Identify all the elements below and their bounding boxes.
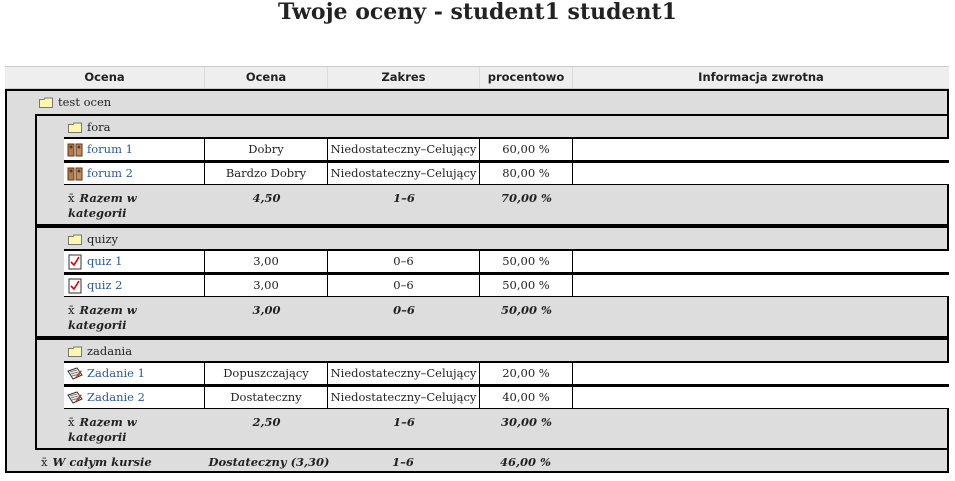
page-title: Twoje oceny - student1 student1 bbox=[278, 0, 677, 25]
column-header-percent: procentowo bbox=[480, 67, 573, 88]
range-cell: 0–6 bbox=[328, 275, 480, 296]
assignment-icon bbox=[67, 390, 83, 406]
forum-icon bbox=[67, 142, 83, 158]
feedback-cell bbox=[573, 275, 949, 296]
total-range-cell: 1–6 bbox=[393, 415, 415, 429]
course-total-range-cell: 1–6 bbox=[392, 455, 414, 469]
folder-icon bbox=[68, 234, 82, 245]
grade-item-link[interactable]: quiz 2 bbox=[87, 278, 123, 292]
category-label: fora bbox=[68, 120, 111, 134]
course-category-label: test ocen bbox=[39, 95, 111, 109]
column-header-range: Zakres bbox=[328, 67, 480, 88]
total-grade-cell: 3,00 bbox=[252, 303, 281, 317]
quiz-icon bbox=[67, 254, 83, 270]
folder-icon bbox=[39, 97, 53, 108]
mean-icon: x̄ bbox=[68, 191, 75, 205]
range-cell: Niedostateczny–Celujący bbox=[328, 163, 480, 184]
grade-cell: Dostateczny bbox=[205, 387, 328, 408]
category-total-label: x̄ Razem w kategorii bbox=[68, 303, 137, 332]
total-grade-cell: 2,50 bbox=[252, 415, 281, 429]
mean-icon: x̄ bbox=[41, 455, 48, 469]
percent-cell: 40,00 % bbox=[480, 387, 573, 408]
feedback-cell bbox=[573, 251, 949, 272]
category-block-quizy bbox=[35, 226, 949, 338]
grade-row bbox=[64, 137, 949, 161]
percent-cell: 20,00 % bbox=[480, 363, 573, 384]
grades-table-header bbox=[5, 66, 949, 89]
total-grade-cell: 4,50 bbox=[252, 191, 281, 205]
percent-cell: 80,00 % bbox=[480, 163, 573, 184]
grade-item-link[interactable]: forum 1 bbox=[87, 142, 133, 156]
feedback-cell bbox=[573, 387, 949, 408]
course-total-percent-cell: 46,00 % bbox=[500, 455, 551, 469]
feedback-cell bbox=[573, 163, 949, 184]
assignment-icon bbox=[67, 366, 83, 382]
feedback-cell bbox=[573, 363, 949, 384]
category-total-row bbox=[64, 188, 949, 220]
total-range-cell: 1–6 bbox=[393, 191, 415, 205]
category-total-row bbox=[64, 300, 949, 332]
grade-row bbox=[64, 249, 949, 273]
grade-item-link[interactable]: Zadanie 2 bbox=[87, 390, 145, 404]
category-label: quizy bbox=[68, 232, 118, 246]
category-block-zadania bbox=[35, 338, 949, 450]
folder-icon bbox=[68, 122, 82, 133]
grade-row bbox=[64, 273, 949, 297]
course-category-block bbox=[5, 89, 949, 473]
category-total-label: x̄ Razem w kategorii bbox=[68, 415, 137, 444]
grade-row bbox=[64, 385, 949, 409]
feedback-cell bbox=[573, 139, 949, 160]
range-cell: Niedostateczny–Celujący bbox=[328, 387, 480, 408]
range-cell: Niedostateczny–Celujący bbox=[328, 363, 480, 384]
total-range-cell: 0–6 bbox=[393, 303, 415, 317]
grade-row bbox=[64, 361, 949, 385]
quiz-icon bbox=[67, 278, 83, 294]
grade-cell: Dobry bbox=[205, 139, 328, 160]
course-total-grade-cell: Dostateczny (3,30) bbox=[208, 455, 330, 469]
column-header-grade: Ocena bbox=[205, 67, 328, 88]
grade-row bbox=[64, 161, 949, 185]
category-total-row bbox=[64, 412, 949, 444]
grade-item-link[interactable]: forum 2 bbox=[87, 166, 133, 180]
course-total-row bbox=[7, 455, 947, 481]
column-header-feedback: Informacja zwrotna bbox=[698, 70, 824, 84]
grade-item-link[interactable]: Zadanie 1 bbox=[87, 366, 145, 380]
mean-icon: x̄ bbox=[68, 415, 75, 429]
percent-cell: 50,00 % bbox=[480, 275, 573, 296]
grade-cell: 3,00 bbox=[205, 275, 328, 296]
grade-cell: Dopuszczający bbox=[205, 363, 328, 384]
total-percent-cell: 50,00 % bbox=[501, 303, 552, 317]
range-cell: Niedostateczny–Celujący bbox=[328, 139, 480, 160]
category-label: zadania bbox=[68, 344, 132, 358]
total-percent-cell: 30,00 % bbox=[501, 415, 552, 429]
course-total-label: x̄ W całym kursie bbox=[41, 455, 152, 469]
mean-icon: x̄ bbox=[68, 303, 75, 317]
category-total-label: x̄ Razem w kategorii bbox=[68, 191, 137, 220]
range-cell: 0–6 bbox=[328, 251, 480, 272]
percent-cell: 60,00 % bbox=[480, 139, 573, 160]
category-block-fora bbox=[35, 114, 949, 226]
column-header-item: Ocena bbox=[5, 67, 205, 88]
grade-cell: Bardzo Dobry bbox=[205, 163, 328, 184]
total-percent-cell: 70,00 % bbox=[501, 191, 552, 205]
forum-icon bbox=[67, 166, 83, 182]
percent-cell: 50,00 % bbox=[480, 251, 573, 272]
grade-cell: 3,00 bbox=[205, 251, 328, 272]
grade-item-link[interactable]: quiz 1 bbox=[87, 254, 123, 268]
folder-icon bbox=[68, 346, 82, 357]
